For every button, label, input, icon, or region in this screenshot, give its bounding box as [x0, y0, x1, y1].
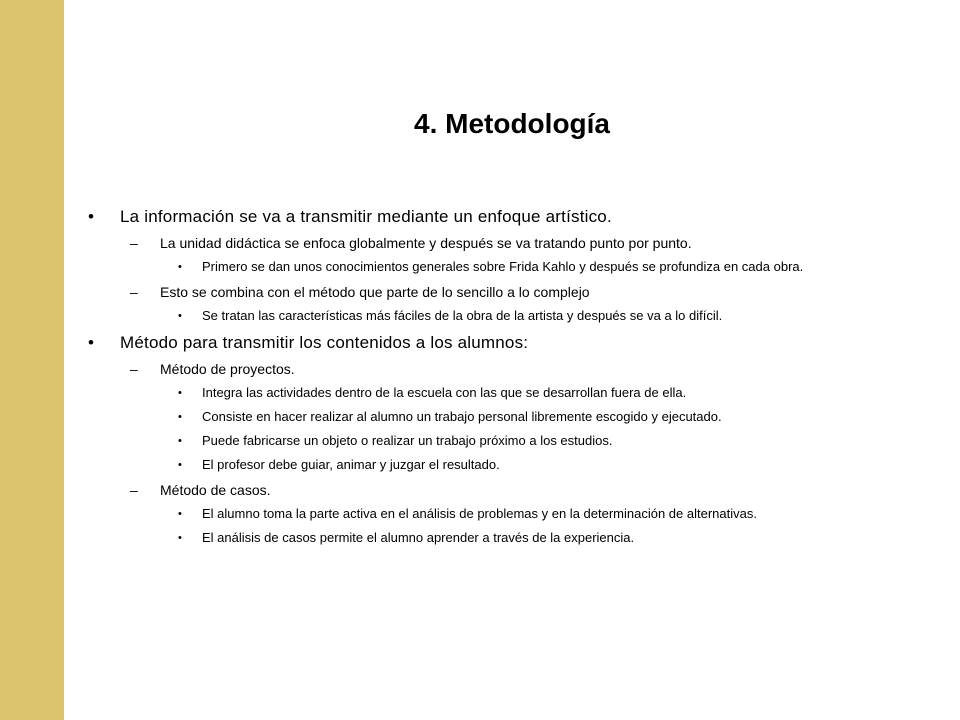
bullet-dot-icon: • — [88, 207, 95, 226]
side-accent-bar — [0, 0, 64, 720]
list-item-text: El alumno toma la parte activa en el análisis de problemas y en la determinación de alternativas. — [202, 506, 757, 521]
bullet-dash-icon: – — [130, 284, 138, 300]
list-item-text: La unidad didáctica se enfoca globalmente y después se va tratando punto por punto. — [160, 235, 692, 251]
bullet-dot-icon: • — [88, 333, 95, 352]
list-item-text: Se tratan las características más fáciles de la obra de la artista y después se va a lo difícil. — [202, 308, 723, 323]
list-item — [84, 481, 874, 499]
bullet-dot-icon: • — [178, 459, 182, 471]
bullet-dash-icon: – — [130, 235, 138, 251]
bullet-dash-icon: – — [130, 482, 138, 498]
list-item-text: La información se va a transmitir mediante un enfoque artístico. — [120, 207, 612, 226]
list-item — [84, 283, 874, 301]
list-item — [84, 360, 874, 378]
list-item-text: Esto se combina con el método que parte de lo sencillo a lo complejo — [160, 284, 590, 300]
list-item-text: El profesor debe guiar, animar y juzgar el resultado. — [202, 457, 500, 472]
bullet-dot-icon: • — [178, 411, 182, 423]
list-item — [84, 385, 874, 401]
bullet-dot-icon: • — [178, 435, 182, 447]
list-item — [84, 332, 874, 354]
list-item — [84, 506, 874, 522]
bullet-dot-icon: • — [178, 310, 182, 322]
bullet-dot-icon: • — [178, 532, 182, 544]
list-item — [84, 234, 874, 252]
list-item — [84, 308, 874, 324]
list-item-text: Método de casos. — [160, 482, 271, 498]
list-item-text: Consiste en hacer realizar al alumno un trabajo personal libremente escogido y ejecutado. — [202, 409, 722, 424]
list-item-text: Método de proyectos. — [160, 361, 295, 377]
list-item-text: Método para transmitir los contenidos a los alumnos: — [120, 333, 529, 352]
bullet-dot-icon: • — [178, 508, 182, 520]
list-item — [84, 433, 874, 449]
bullet-list — [84, 206, 874, 554]
list-item — [84, 530, 874, 546]
list-item-text: Primero se dan unos conocimientos generales sobre Frida Kahlo y después se profundiza en cada obra. — [202, 259, 804, 274]
list-item — [84, 206, 874, 228]
bullet-dot-icon: • — [178, 261, 182, 273]
list-item-text: Integra las actividades dentro de la escuela con las que se desarrollan fuera de ella. — [202, 385, 687, 400]
slide-title: 4. Metodología — [414, 108, 610, 139]
list-item — [84, 409, 874, 425]
bullet-dot-icon: • — [178, 387, 182, 399]
list-item — [84, 457, 874, 473]
bullet-dash-icon: – — [130, 361, 138, 377]
list-item — [84, 259, 874, 275]
list-item-text: El análisis de casos permite el alumno aprender a través de la experiencia. — [202, 530, 635, 545]
list-item-text: Puede fabricarse un objeto o realizar un trabajo próximo a los estudios. — [202, 433, 613, 448]
